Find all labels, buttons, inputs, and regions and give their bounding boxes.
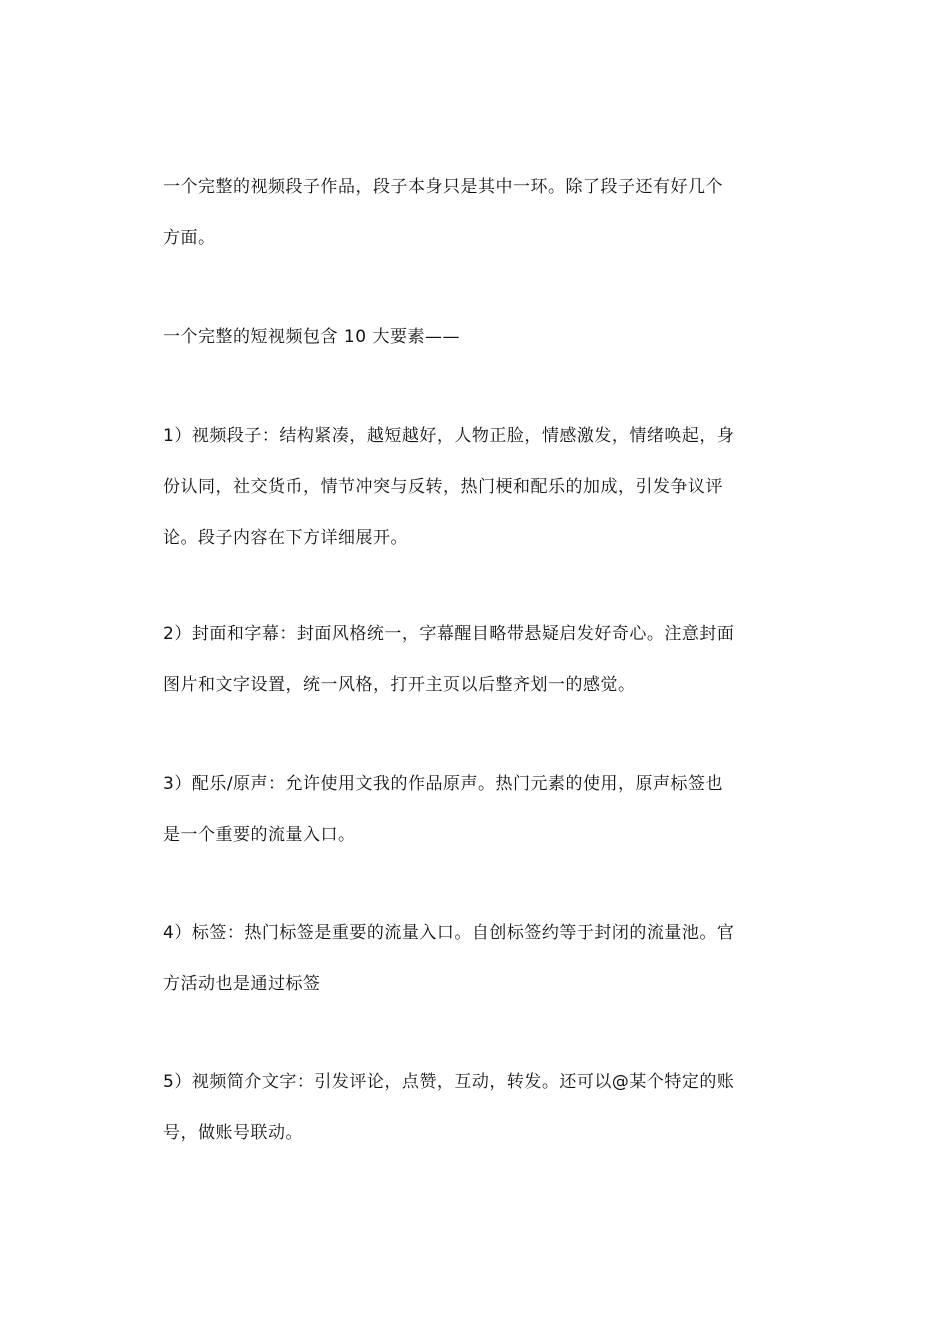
text-line: 5）视频简介文字：引发评论，点赞，互动，转发。还可以@某个特定的账 — [163, 1072, 735, 1092]
paragraph-item-1 — [163, 411, 788, 564]
text-line: 是一个重要的流量入口。 — [163, 825, 356, 845]
paragraph-ten-elements-heading — [163, 312, 788, 363]
text-line: 一个完整的视频段子作品，段子本身只是其中一环。除了段子还有好几个 — [163, 177, 723, 197]
paragraph-item-3 — [163, 759, 788, 861]
paragraph-item-4 — [163, 908, 788, 1010]
text-line: 4）标签：热门标签是重要的流量入口。自创标签约等于封闭的流量池。官 — [163, 923, 735, 943]
paragraph-item-2 — [163, 609, 788, 711]
text-line: 图片和文字设置，统一风格，打开主页以后整齐划一的感觉。 — [163, 675, 636, 695]
paragraph-intro — [163, 162, 788, 264]
text-line: 论。段子内容在下方详细展开。 — [163, 528, 408, 548]
text-line: 份认同，社交货币，情节冲突与反转，热门梗和配乐的加成，引发争议评 — [163, 477, 723, 497]
text-line: 3）配乐/原声：允许使用文我的作品原声。热门元素的使用，原声标签也 — [163, 774, 724, 794]
text-line: 一个完整的短视频包含 10 大要素—— — [163, 327, 460, 347]
text-line: 2）封面和字幕：封面风格统一，字幕醒目略带悬疑启发好奇心。注意封面 — [163, 624, 735, 644]
paragraph-item-5 — [163, 1057, 788, 1159]
text-line: 方面。 — [163, 228, 216, 248]
text-line: 号，做账号联动。 — [163, 1123, 303, 1143]
text-line: 方活动也是通过标签 — [163, 974, 321, 994]
text-line: 1）视频段子：结构紧凑，越短越好，人物正脸，情感激发，情绪唤起，身 — [163, 426, 735, 446]
